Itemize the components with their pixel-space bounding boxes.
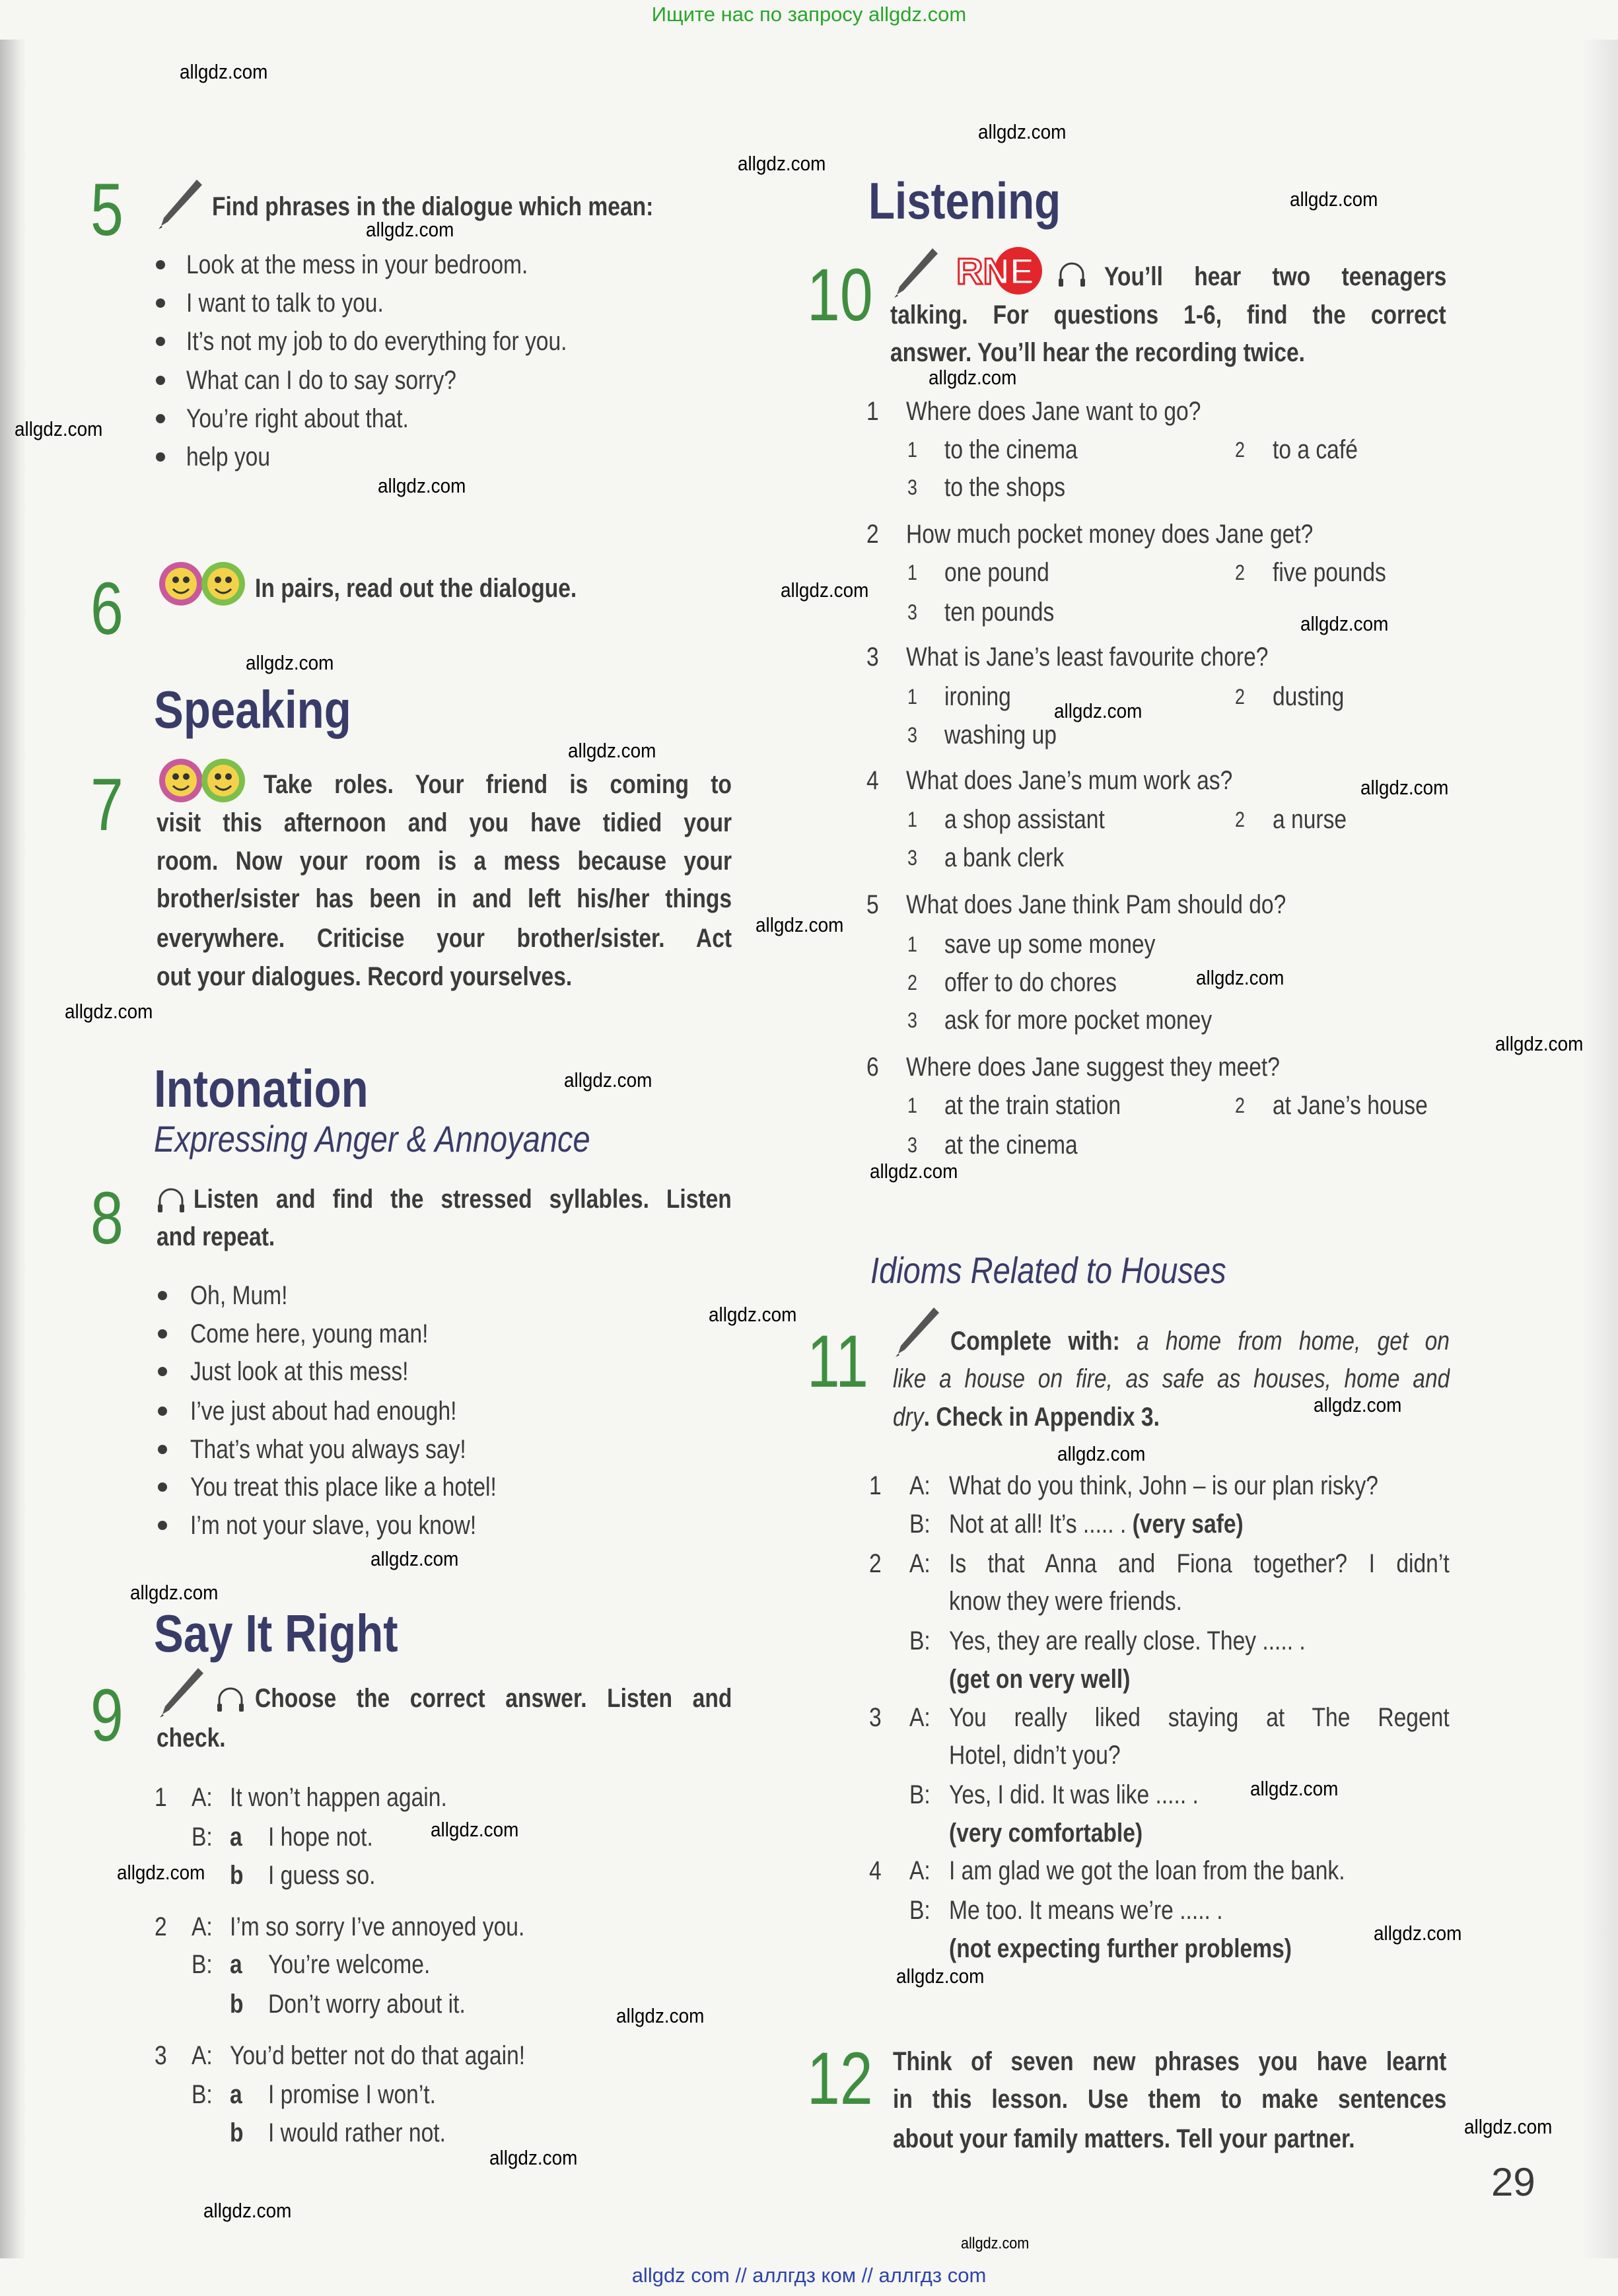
option-number: 1 xyxy=(907,932,917,956)
list-item: Look at the mess in your bedroom. xyxy=(186,250,528,279)
question-number: 2 xyxy=(866,520,879,549)
item-number: 3 xyxy=(869,1703,882,1732)
option-number: 3 xyxy=(907,475,917,499)
exercise-number: 11 xyxy=(807,1320,869,1403)
exercise-instruction-line: You’ll hear two teenagers xyxy=(1104,262,1447,291)
dialogue-line: Yes, they are really close. They ..... . xyxy=(949,1626,1306,1655)
dialogue-line: Yes, I did. It was like ..... . xyxy=(949,1780,1199,1809)
speaker-label: B: xyxy=(909,1626,931,1655)
section-subheading: Expressing Anger & Annoyance xyxy=(154,1118,590,1160)
answer-option[interactable]: offer to do chores xyxy=(944,968,1117,997)
list-item: Just look at this mess! xyxy=(190,1357,409,1386)
idiom-list: a home from home, get on xyxy=(1137,1327,1450,1356)
speaker-label: A: xyxy=(909,1471,931,1500)
headphones-icon xyxy=(1057,260,1087,289)
speaker-label: B: xyxy=(192,1823,213,1852)
answer-option[interactable]: one pound xyxy=(944,558,1049,587)
bullet-icon xyxy=(156,298,165,308)
dialogue-line: Hotel, didn’t you? xyxy=(949,1741,1121,1770)
list-item: I want to talk to you. xyxy=(186,289,384,318)
watermark[interactable]: allgdz.com xyxy=(378,474,466,497)
option-number: 1 xyxy=(907,438,917,462)
speaker-label: A: xyxy=(909,1549,931,1578)
page-number: 29 xyxy=(1491,2160,1535,2204)
exercise-instruction-line: room. Now your room is a mess because your xyxy=(157,847,732,876)
answer-option[interactable]: You’re welcome. xyxy=(268,1950,431,1979)
exercise-number: 8 xyxy=(90,1177,123,1259)
dialogue-line xyxy=(949,1505,1244,1543)
headphones-icon xyxy=(156,1186,186,1215)
watermark[interactable]: allgdz.com xyxy=(756,913,844,936)
item-number: 2 xyxy=(869,1549,882,1578)
exercise-instruction-line: brother/sister has been in and left his/her things xyxy=(157,884,732,913)
pencil-icon xyxy=(157,1665,205,1718)
pencil-icon xyxy=(156,177,203,230)
watermark[interactable]: allgdz.com xyxy=(15,417,103,440)
speaker-label: A: xyxy=(192,1912,213,1941)
pencil-icon xyxy=(892,246,939,298)
bullet-icon xyxy=(156,337,165,346)
question-text: What is Jane’s least favourite chore? xyxy=(906,643,1269,672)
speaker-label: B: xyxy=(192,1950,213,1979)
watermark[interactable]: allgdz.com xyxy=(117,1861,205,1884)
question-text: Where does Jane want to go? xyxy=(906,397,1201,426)
list-item: You’re right about that. xyxy=(186,404,409,433)
bullet-icon xyxy=(158,1521,167,1530)
speaker-label: A: xyxy=(909,1703,931,1732)
option-number: 1 xyxy=(907,561,917,584)
exercise-instruction: In pairs, read out the dialogue. xyxy=(255,574,577,603)
option-number: 2 xyxy=(907,971,917,994)
dialogue-line: You’d better not do that again! xyxy=(230,2041,526,2070)
list-item: Oh, Mum! xyxy=(190,1281,288,1310)
top-banner[interactable]: Ищите нас по запросу allgdz.com xyxy=(651,3,967,26)
idiom-list: like a house on fire, as safe as houses, home and xyxy=(893,1364,1450,1393)
list-item: Come here, young man! xyxy=(190,1319,429,1348)
exercise-number: 7 xyxy=(90,763,123,846)
option-number: 3 xyxy=(907,723,917,747)
section-heading-intonation: Intonation xyxy=(154,1059,369,1118)
speaker-label: B: xyxy=(909,1780,931,1809)
exercise-instruction-line: visit this afternoon and you have tidied your xyxy=(157,808,732,837)
speaker-label: B: xyxy=(909,1510,931,1539)
watermark[interactable]: allgdz.com xyxy=(489,2146,578,2169)
speaker-label: A: xyxy=(909,1856,931,1885)
watermark[interactable]: allgdz.com xyxy=(180,60,268,83)
hint: (very comfortable) xyxy=(949,1819,1143,1848)
answer-option[interactable]: a nurse xyxy=(1273,805,1347,834)
pair-work-icon xyxy=(157,757,250,804)
dialogue-line: Me too. It means we’re ..... . xyxy=(949,1896,1223,1925)
exercise-number: 9 xyxy=(90,1674,123,1757)
option-number: 3 xyxy=(907,846,917,870)
rne-badge-icon xyxy=(954,246,1043,296)
question-number: 5 xyxy=(866,890,879,919)
bullet-icon xyxy=(158,1291,167,1300)
list-item: You treat this place like a hotel! xyxy=(190,1473,497,1502)
watermark[interactable]: allgdz.com xyxy=(1054,699,1143,722)
watermark[interactable]: allgdz.com xyxy=(203,2199,292,2222)
pencil-icon xyxy=(893,1305,940,1358)
answer-option[interactable]: a shop assistant xyxy=(944,805,1105,834)
watermark[interactable]: allgdz.com xyxy=(1300,612,1389,635)
watermark[interactable]: allgdz.com xyxy=(1196,966,1284,989)
item-number: 1 xyxy=(869,1471,882,1500)
answer-option[interactable]: washing up xyxy=(944,720,1057,749)
option-number: 1 xyxy=(907,685,917,709)
watermark[interactable]: allgdz.com xyxy=(366,218,454,241)
exercise-instruction-line: about your family matters. Tell your partner. xyxy=(893,2124,1355,2153)
option-letter[interactable]: b xyxy=(230,2118,244,2147)
answer-option[interactable]: I promise I won’t. xyxy=(268,2080,436,2109)
answer-option[interactable]: I hope not. xyxy=(268,1823,373,1852)
question-text: What does Jane think Pam should do? xyxy=(906,890,1286,919)
bullet-icon xyxy=(158,1329,167,1339)
dialogue-line: It won’t happen again. xyxy=(230,1783,447,1812)
option-number: 2 xyxy=(1235,808,1245,831)
watermark[interactable]: allgdz.com xyxy=(1360,776,1449,799)
watermark[interactable]: allgdz.com xyxy=(1495,1032,1584,1055)
question-text: How much pocket money does Jane get? xyxy=(906,520,1314,549)
option-number: 3 xyxy=(907,600,917,624)
option-letter[interactable]: a xyxy=(230,1950,242,1979)
speaker-label: A: xyxy=(192,2041,213,2070)
watermark[interactable]: allgdz.com xyxy=(130,1581,219,1604)
question-text: Where does Jane suggest they meet? xyxy=(906,1053,1280,1082)
exercise-instruction-line: Think of seven new phrases you have learnt xyxy=(893,2047,1447,2076)
instruction-label: Complete with: xyxy=(950,1327,1120,1356)
option-letter[interactable]: b xyxy=(230,1861,244,1890)
watermark[interactable]: allgdz.com xyxy=(781,578,869,602)
question-number: 1 xyxy=(866,397,879,426)
bullet-icon xyxy=(158,1482,167,1492)
speaker-label: A: xyxy=(192,1783,213,1812)
option-number: 2 xyxy=(1235,685,1245,709)
exercise-number: 5 xyxy=(90,168,123,251)
bullet-icon xyxy=(158,1407,167,1416)
answer-option[interactable]: I guess so. xyxy=(268,1861,376,1890)
watermark[interactable]: allgdz.com xyxy=(65,1000,153,1023)
watermark[interactable]: allgdz.com xyxy=(961,2235,1030,2252)
answer-option[interactable]: Don’t worry about it. xyxy=(268,1990,466,2019)
hint: (very safe) xyxy=(1132,1510,1244,1539)
exercise-instruction-line: in this lesson. Use them to make sentences xyxy=(893,2085,1447,2114)
answer-option[interactable]: to the shops xyxy=(944,473,1066,502)
exercise-instruction-line: everywhere. Criticise your brother/sister. Act xyxy=(157,924,732,953)
answer-option[interactable]: five pounds xyxy=(1273,558,1386,587)
option-letter[interactable]: b xyxy=(230,1990,244,2019)
watermark[interactable]: allgdz.com xyxy=(370,1547,459,1570)
list-item: That’s what you always say! xyxy=(190,1435,466,1464)
hint: (get on very well) xyxy=(949,1665,1131,1694)
item-number: 4 xyxy=(869,1856,882,1885)
answer-option[interactable]: dusting xyxy=(1273,682,1345,711)
watermark[interactable]: allgdz.com xyxy=(616,2004,705,2027)
item-number: 3 xyxy=(155,2041,167,2070)
idiom-list: dry xyxy=(893,1403,924,1432)
section-heading-speaking: Speaking xyxy=(154,680,351,739)
exercise-instruction-line: answer. You’ll hear the recording twice. xyxy=(890,338,1306,367)
list-item: What can I do to say sorry? xyxy=(186,366,456,395)
option-letter[interactable]: a xyxy=(230,1823,242,1852)
answer-option[interactable]: at Jane’s house xyxy=(1273,1091,1428,1120)
list-item: It’s not my job to do everything for you. xyxy=(186,327,567,356)
exercise-instruction-line: Listen and find the stressed syllables. Listen xyxy=(193,1185,732,1214)
list-item: I’ve just about had enough! xyxy=(190,1397,457,1426)
option-number: 1 xyxy=(907,1094,917,1117)
exercise-instruction-line: Choose the correct answer. Listen and xyxy=(255,1684,732,1713)
bullet-icon xyxy=(156,414,165,423)
bullet-icon xyxy=(156,260,165,269)
answer-option[interactable]: at the train station xyxy=(944,1091,1121,1120)
option-letter[interactable]: a xyxy=(230,2080,242,2109)
exercise-instruction-line: out your dialogues. Record yourselves. xyxy=(157,962,573,991)
exercise-instruction-line xyxy=(893,1398,1160,1436)
bullet-icon xyxy=(158,1445,167,1454)
option-number: 3 xyxy=(907,1133,917,1157)
hint: (not expecting further problems) xyxy=(949,1934,1292,1963)
dialogue-line: know they were friends. xyxy=(949,1587,1182,1616)
exercise-instruction-line: check. xyxy=(157,1723,226,1753)
question-text: What does Jane’s mum work as? xyxy=(906,766,1233,795)
list-item: help you xyxy=(186,442,271,471)
bullet-icon xyxy=(158,1367,167,1376)
speaker-label: B: xyxy=(909,1896,931,1925)
watermark[interactable]: allgdz.com xyxy=(564,1068,652,1092)
watermark[interactable]: allgdz.com xyxy=(709,1303,797,1326)
watermark[interactable]: allgdz.com xyxy=(1464,2115,1553,2138)
watermark[interactable]: allgdz.com xyxy=(1250,1777,1339,1800)
watermark[interactable]: allgdz.com xyxy=(431,1818,519,1841)
exercise-number: 6 xyxy=(90,567,123,650)
list-item: I’m not your slave, you know! xyxy=(190,1511,477,1540)
exercise-instruction-line xyxy=(950,1322,1450,1360)
pair-work-icon xyxy=(157,560,250,608)
dialogue-line: I’m so sorry I’ve annoyed you. xyxy=(230,1912,525,1941)
exercise-number: 12 xyxy=(807,2037,873,2120)
watermark[interactable]: allgdz.com xyxy=(568,739,656,762)
item-number: 1 xyxy=(155,1783,167,1812)
section-subheading: Idioms Related to Houses xyxy=(870,1249,1226,1291)
answer-option[interactable]: at the cinema xyxy=(944,1131,1078,1160)
answer-option[interactable]: I would rather not. xyxy=(268,2118,446,2147)
dialogue-line: I am glad we got the loan from the bank. xyxy=(949,1856,1345,1885)
headphones-icon xyxy=(215,1685,246,1714)
exercise-number: 10 xyxy=(807,254,873,336)
exercise-instruction-line: Take roles. Your friend is coming to xyxy=(264,770,732,799)
answer-option[interactable]: ten pounds xyxy=(944,598,1055,627)
exercise-instruction-line: talking. For questions 1-6, find the correct xyxy=(890,300,1446,330)
gap-sentence: Not at all! It’s ..... . xyxy=(949,1510,1127,1539)
watermark[interactable]: allgdz.com xyxy=(896,1965,985,1988)
answer-option[interactable]: to the cinema xyxy=(944,435,1078,464)
watermark[interactable]: allgdz.com xyxy=(1374,1922,1462,1945)
watermark[interactable]: allgdz.com xyxy=(870,1160,958,1183)
watermark[interactable]: allgdz.com xyxy=(738,152,826,175)
scan-right-edge xyxy=(1582,40,1618,2258)
scan-left-edge xyxy=(0,40,26,2258)
bottom-banner[interactable]: allgdz com // аллгдз ком // аллгдз com xyxy=(631,2264,987,2287)
bullet-icon xyxy=(156,376,165,385)
bullet-icon xyxy=(156,452,165,462)
item-number: 2 xyxy=(155,1912,167,1941)
answer-option[interactable]: save up some money xyxy=(944,930,1156,959)
watermark[interactable]: allgdz.com xyxy=(1290,188,1378,211)
question-number: 6 xyxy=(866,1053,879,1082)
exercise-instruction: Find phrases in the dialogue which mean: xyxy=(212,192,654,221)
speaker-label: B: xyxy=(192,2080,213,2109)
answer-option[interactable]: ask for more pocket money xyxy=(944,1006,1213,1035)
option-number: 2 xyxy=(1235,438,1245,462)
dialogue-line: You really liked staying at The Regent xyxy=(949,1703,1450,1732)
instruction-label: . Check in Appendix 3. xyxy=(923,1403,1160,1432)
question-number: 3 xyxy=(866,643,879,672)
svg-text:RNE: RNE xyxy=(956,250,1035,292)
answer-option[interactable]: ironing xyxy=(944,682,1011,711)
option-number: 1 xyxy=(907,808,917,831)
watermark[interactable]: allgdz.com xyxy=(1057,1442,1146,1465)
section-heading-say-it-right: Say It Right xyxy=(154,1604,398,1663)
option-number: 2 xyxy=(1235,1094,1245,1117)
section-heading-listening: Listening xyxy=(868,172,1061,230)
watermark[interactable]: allgdz.com xyxy=(1314,1393,1402,1416)
dialogue-line: Is that Anna and Fiona together? I didn’t xyxy=(949,1549,1450,1578)
watermark[interactable]: allgdz.com xyxy=(246,651,334,674)
question-number: 4 xyxy=(866,766,879,795)
watermark[interactable]: allgdz.com xyxy=(978,120,1067,143)
option-number: 2 xyxy=(1235,561,1245,584)
exercise-instruction-line: and repeat. xyxy=(157,1222,275,1251)
answer-option[interactable]: to a café xyxy=(1273,435,1358,464)
watermark[interactable]: allgdz.com xyxy=(929,366,1017,389)
answer-option[interactable]: a bank clerk xyxy=(944,843,1065,872)
option-number: 3 xyxy=(907,1008,917,1032)
dialogue-line: What do you think, John – is our plan risky? xyxy=(949,1471,1378,1500)
